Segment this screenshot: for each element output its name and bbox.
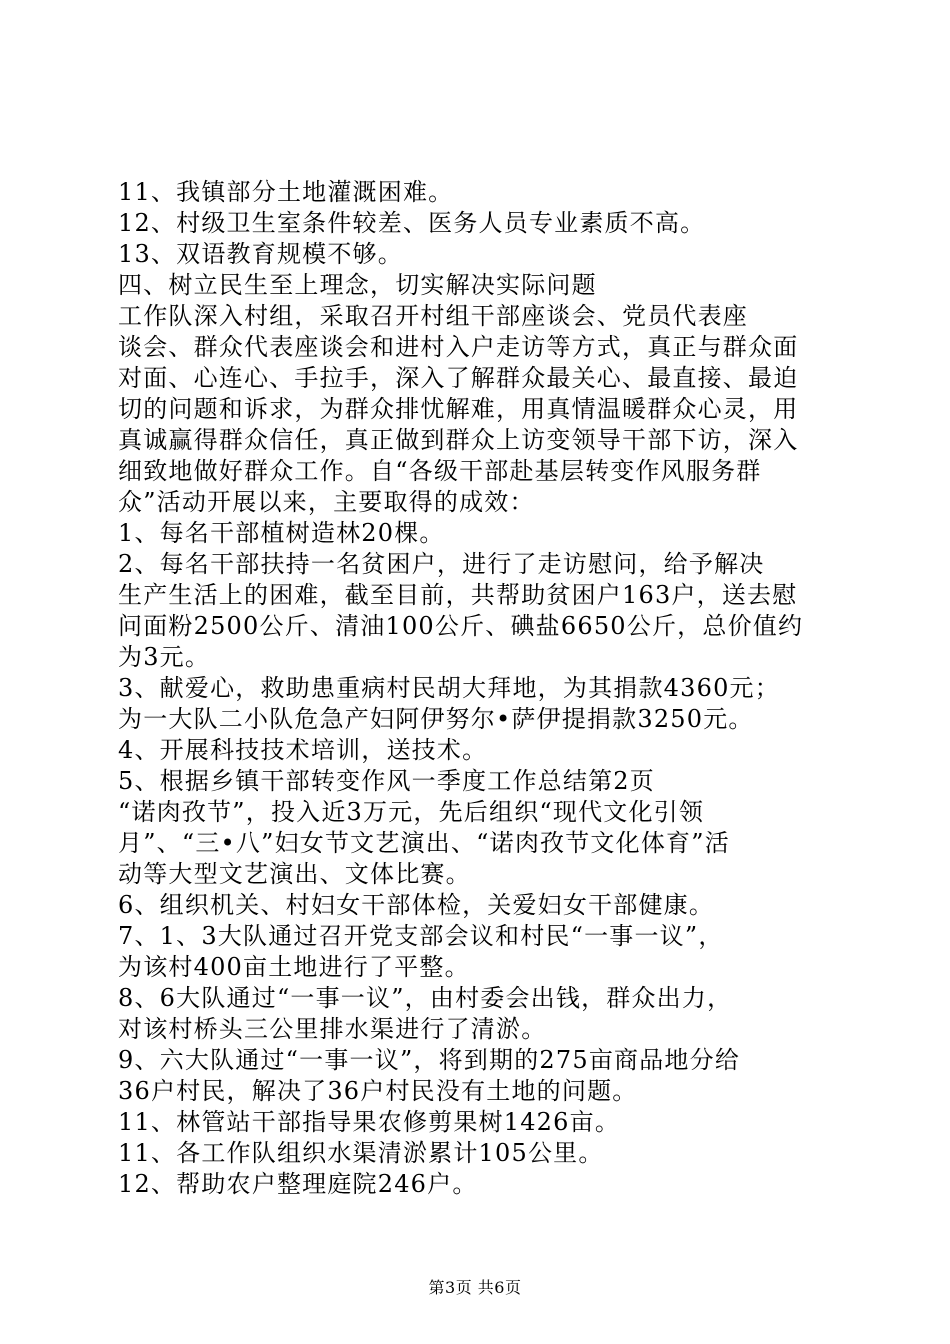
text-line: 5、根据乡镇干部转变作风一季度工作总结第2页 [118,767,655,795]
text-line: 7、1、3大队通过召开党支部会议和村民“一事一议”， [118,922,724,950]
text-line: 6、组织机关、村妇女干部体检，关爱妇女干部健康。 [118,891,715,919]
text-line: 11、林管站干部指导果农修剪果树1426亩。 [118,1108,621,1136]
text-line: 4、开展科技技术培训，送技术。 [118,736,488,764]
text-line: 生产生活上的困难，截至目前，共帮助贫困户163户，送去慰 [118,581,798,609]
text-line: 12、村级卫生室条件较差、医务人员专业素质不高。 [118,209,706,237]
text-line: 2、每名干部扶持一名贫困户，进行了走访慰问，给予解决 [118,550,765,578]
text-line: 工作队深入村组，采取召开村组干部座谈会、党员代表座 [118,302,748,330]
text-line: 细致地做好群众工作。自“各级干部赴基层转变作风服务群 [118,457,762,485]
text-line: 切的问题和诉求，为群众排忧解难，用真情温暖群众心灵，用 [118,395,799,423]
text-line: 为3元。 [118,643,211,671]
text-line: 对面、心连心、手拉手，深入了解群众最关心、最直接、最迫 [118,364,799,392]
text-line: 11、我镇部分土地灌溉困难。 [118,178,454,206]
text-line: 11、各工作队组织水渠清淤累计105公里。 [118,1139,604,1167]
text-line: 1、每名干部植树造林20棵。 [118,519,445,547]
section-heading: 四、树立民生至上理念，切实解决实际问题 [118,271,597,299]
text-line: 谈会、群众代表座谈会和进村入户走访等方式，真正与群众面 [118,333,799,361]
text-line: 8、6大队通过“一事一议”，由村委会出钱，群众出力， [118,984,733,1012]
text-line: 真诚赢得群众信任，真正做到群众上访变领导干部下访，深入 [118,426,799,454]
text-line: 12、帮助农户整理庭院246户。 [118,1170,478,1198]
text-line: 对该村桥头三公里排水渠进行了清淤。 [118,1015,547,1043]
text-line: 为一大队二小队危急产妇阿伊努尔•萨伊提捐款3250元。 [118,705,754,733]
text-line: 问面粉2500公斤、清油100公斤、碘盐6650公斤，总价值约 [118,612,804,640]
text-line: 36户村民，解决了36户村民没有土地的问题。 [118,1077,638,1105]
text-line: “诺肉孜节”，投入近3万元，先后组织“现代文化引领 [118,798,705,826]
page-footer: 第3页 共6页 [428,1278,522,1297]
text-line: 3、献爱心，救助患重病村民胡大拜地，为其捐款4360元； [118,674,780,702]
text-line: 动等大型文艺演出、文体比赛。 [118,860,471,888]
text-line: 为该村400亩土地进行了平整。 [118,953,470,981]
text-line: 众”活动开展以来，主要取得的成效： [118,488,535,516]
text-line: 9、六大队通过“一事一议”，将到期的275亩商品地分给 [118,1046,741,1074]
text-line: 13、双语教育规模不够。 [118,240,403,268]
text-line: 月”、“三•八”妇女节文艺演出、“诺肉孜节文化体育”活 [118,829,730,857]
